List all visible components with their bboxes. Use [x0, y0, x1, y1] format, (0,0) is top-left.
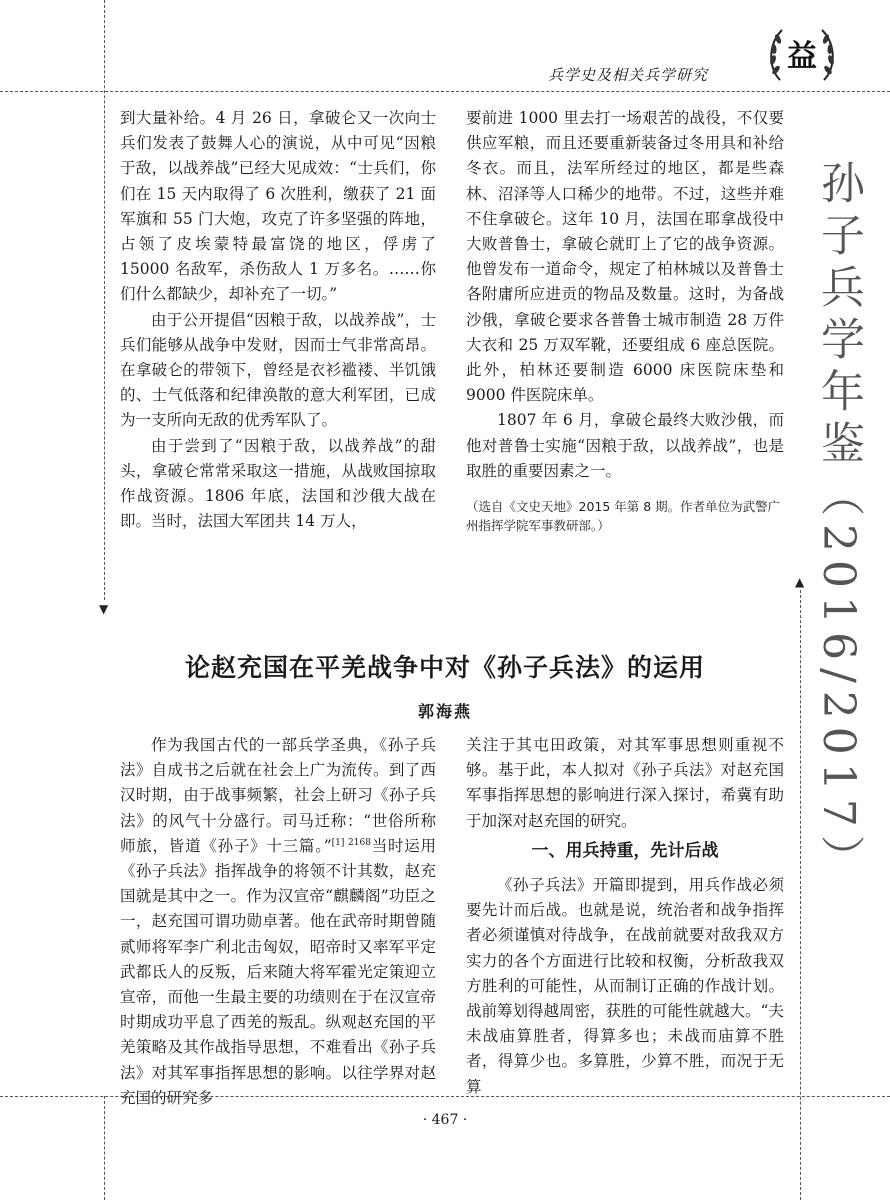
prev-article-left-column	[120, 106, 436, 534]
prev-article-right-column	[466, 106, 784, 484]
running-header: 兵学史及相关兵学研究	[548, 66, 709, 84]
article-title: 论赵充国在平羌战争中对《孙子兵法》的运用	[184, 653, 705, 682]
footnote-ref: [1] 2168	[331, 837, 371, 848]
arrow-down-icon: ▼	[99, 602, 109, 616]
paragraph-text: 作为我国古代的一部兵学圣典，《孙子兵法》自成书之后就在社会上广为流传。到了西汉时期，由于战事频繁，社会上研习《孙子兵法》的风气十分盛行。司马迁称：“世俗所称师旅，皆道《孙子》十三篇。”	[120, 736, 436, 855]
side-book-title: 孙子兵学年鉴（2016/2017）	[813, 160, 864, 887]
article-author: 郭海燕	[417, 702, 472, 721]
page-number: · 467 ·	[422, 1112, 468, 1128]
article-left-column	[120, 733, 436, 1111]
laurel-emblem-logo	[762, 22, 842, 86]
paragraph-text: 当时运用《孙子兵法》指挥战争的将领不计其数，赵充国就是其中之一。作为汉宣帝“麒麟阁”功臣之一，赵充国可谓功勋卓著。他在武帝时期曾随贰师将军李广利北击匈奴，昭帝时又率军平定武都氐人的反叛，后来随大将军霍光定策迎立宣帝，而他一生最主要的功绩则在于在汉宣帝时期成功平息了西羌的叛乱。纵观赵充国的平羌策略及其作战指导思想，不难看出《孙子兵法》对其军事指挥思想的影响。以往学界对赵充国的研究多	[120, 836, 436, 1107]
paragraph: 由于尝到了“因粮于敌，以战养战”的甜头，拿破仑常常采取这一措施，从战败国掠取作战资源。1806 年底，法国和沙俄大战在即。当时，法国大军团共 14 万人，	[120, 436, 436, 531]
paragraph: 要前进 1000 里去打一场艰苦的战役，不仅要供应军粮，而且还要重新装备过冬用具和补给冬衣。而且，法军所经过的地区，都是些森林、沼泽等人口稀少的地带。不过，这些并难不住拿破仑。这年 10 月，法国在耶拿战役中大败普鲁士，拿破仑就盯上了它的战争资源。他曾发布一道命令，规定了柏林城以及普鲁士各附庸所应进贡的物品及数量。这时，为备战沙俄，拿破仑要求各普鲁士城市制造 28 万件大衣和 25 万双军靴，还要组成 6 座总医院。此外，柏林还要制造 6000 床医院床垫和 9000 件医院床单。	[466, 109, 784, 405]
section-heading: 一、用兵持重，先计后战	[531, 841, 719, 861]
article-right-column-intro	[466, 733, 784, 834]
logo-glyph: 益	[787, 39, 817, 74]
source-note: （选自《文史天地》2015 年第 8 期。作者单位为武警广州指挥学院军事教研部。）	[466, 499, 781, 533]
top-dashed-rule	[0, 91, 890, 92]
article-right-column-body	[466, 873, 784, 1100]
paragraph: 关注于其屯田政策，对其军事思想则重视不够。基于此，本人拟对《孙子兵法》对赵充国军事指挥思想的影响进行深入探讨，希冀有助于加深对赵充国的研究。	[466, 736, 784, 830]
paragraph: 到大量补给。4 月 26 日，拿破仑又一次向士兵们发表了鼓舞人心的演说，从中可见“因粮于敌，以战养战”已经大见成效：“士兵们，你们在 15 天内取得了 6 次胜利，缴获了 21 面军旗和 55 门大炮，攻克了许多坚强的阵地，占领了皮埃蒙特最富饶的地区，俘虏了 15000 名敌军，杀伤敌人 1 万多名。……你们什么都缺少，却补充了一切。”	[120, 109, 436, 304]
paragraph: 《孙子兵法》开篇即提到，用兵作战必须要先计而后战。也就是说，统治者和战争指挥者必须谨慎对待战争，在战前就要对敌我双方实力的各个方面进行比较和权衡，分析敌我双方胜利的可能性，从而制订正确的作战计划。战前筹划得越周密，获胜的可能性就越大。“夫未战庙算胜者，得算多也；未战而庙算不胜者，得算少也。多算胜，少算不胜，而况于无算	[466, 876, 784, 1096]
left-dashed-rule-top	[104, 0, 105, 600]
paragraph	[120, 733, 436, 1111]
paragraph: 1807 年 6 月，拿破仑最终大败沙俄，而他对普鲁士实施“因粮于敌，以战养战”，也是取胜的重要因素之一。	[466, 411, 784, 480]
paragraph: 由于公开提倡“因粮于敌，以战养战”，士兵们能够从战争中发财，因而士气非常高昂。在拿破仑的带领下，曾经是衣衫褴褛、半饥饿的、士气低落和纪律涣散的意大利军团，已成为一支所向无敌的优秀军队了。	[120, 310, 436, 430]
arrow-up-icon: ▲	[795, 575, 805, 589]
